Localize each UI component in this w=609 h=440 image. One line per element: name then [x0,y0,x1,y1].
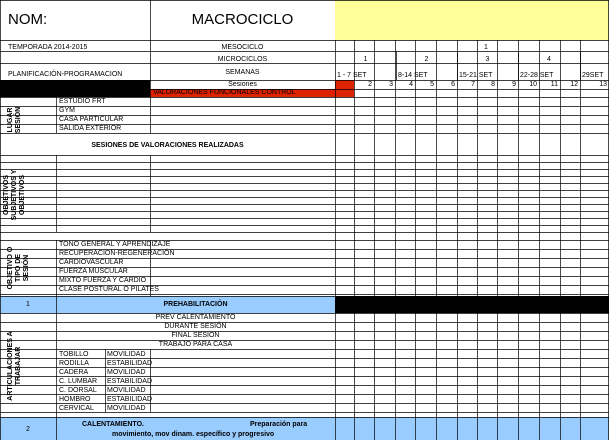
joint-tobillo: TOBILLO [59,351,89,358]
tipo-recuperacion: RECUPERACION-REGENERACIÓN [59,250,175,257]
mesociclo-value: 1 [484,44,488,51]
objetivos-subjetivos-label: OBJETIVOS SUBJETIVOS Y OBJETIVOS [3,169,26,221]
semana-3: 15-21 SET [459,72,493,79]
moment-casa: TRABAJO PARA CASA [158,341,233,348]
calentamiento-number: 2 [26,426,30,433]
calentamiento-desc2: movimiento, mov dinam. específico y progresivo [112,431,275,438]
lugar-item-casa: CASA PARTICULAR [59,116,124,123]
session-number-11: 11 [550,81,558,88]
joint-dorsal: C. DORSAL [59,387,97,394]
joint-hombro-type: ESTABILIDAD [107,396,152,403]
session-number-3: 3 [389,81,393,88]
tipo-fuerza: FUERZA MUSCULAR [59,268,128,275]
tipo-cardio: CARDIOVASCULAR [59,259,124,266]
macrociclo-title: MACROCICLO [191,11,294,28]
lugar-item-estudio: ESTUDIO FRT [59,98,106,105]
prehab-number: 1 [26,301,30,308]
sesiones-label: Sesiones [228,81,257,88]
session-number-9: 9 [512,81,516,88]
joint-tobillo-type: MOVILIDAD [107,351,146,358]
joint-cadera-type: MOVILIDAD [107,369,146,376]
calentamiento-desc: Preparación para [250,421,308,428]
microciclo-1: 1 [363,56,368,63]
joint-rodilla-type: ESTABILIDAD [107,360,152,367]
mesociclo-label: MESOCICLO [221,44,264,51]
sesiones-valoraciones-label: SESIONES DE VALORACIONES REALIZADAS [91,142,244,149]
joint-hombro: HOMBRO [59,396,91,403]
session-number-12: 12 [570,81,578,88]
microciclos-label: MICROCICLOS [217,56,268,63]
planning-label: PLANIFICACIÓN-PROGRAMACION [8,71,123,78]
season-label: TEMPORADA 2014-2015 [8,44,88,51]
joint-cervical-type: MOVILIDAD [107,405,146,412]
joint-cervical: CERVICAL [59,405,94,412]
prehab-label: PREHABILITACIÓN [163,301,228,308]
lugar-item-gym: GYM [59,107,75,114]
semana-4: 22-28 SET [520,72,554,79]
objetivo-tipo-label: OBJETIVO O TIPO DE SESIÓN [7,246,30,290]
joint-lumbar-type: ESTABILIDAD [107,378,152,385]
nom-label: NOM: [8,11,48,28]
microciclo-2: 2 [424,56,429,63]
tipo-tono: TONO GENERAL Y APRENDIZAJE [59,241,171,248]
microciclo-4: 4 [547,56,551,63]
articulaciones-label: ARTICULACIONES A TRABAJAR [7,331,22,401]
joint-rodilla: RODILLA [59,360,89,367]
calentamiento-label: CALENTAMIENTO. [82,421,144,428]
lugar-sesion-label: LUGAR SESIÓN [7,106,22,134]
session-number-10: 10 [529,81,537,88]
session-number-5: 5 [430,81,434,88]
tipo-postural: CLASE POSTURAL O PILATES [59,286,159,293]
joint-dorsal-type: MOVILIDAD [107,387,146,394]
moment-prev: PREV CALENTAMIENTO [155,314,236,321]
moment-durante: DURANTE SESIÓN [164,323,227,330]
joint-cadera: CADERA [59,369,89,376]
lugar-item-exterior: SALIDA EXTERIOR [59,125,122,132]
microciclo-3: 3 [485,56,490,63]
session-number-2: 2 [368,81,372,88]
session-number-8: 8 [491,81,495,88]
moment-final: FINAL SESION [171,332,220,339]
valoraciones-label: VALORACIONES FUNCIONALES CONTROL [153,89,296,96]
session-number-7: 7 [471,81,475,88]
session-number-4: 4 [409,81,413,88]
session-number-6: 6 [451,81,455,88]
joint-lumbar: C. LUMBAR [59,378,98,385]
semana-2: 8-14 SET [398,72,428,79]
semana-1: 1 - 7 SET [337,72,367,79]
semana-5: 29SET [582,72,604,79]
semanas-label: SEMANAS [225,69,260,76]
session-number-13: 13 [599,81,607,88]
tipo-mixto: MIXTO FUERZA Y CARDIO [59,277,147,284]
